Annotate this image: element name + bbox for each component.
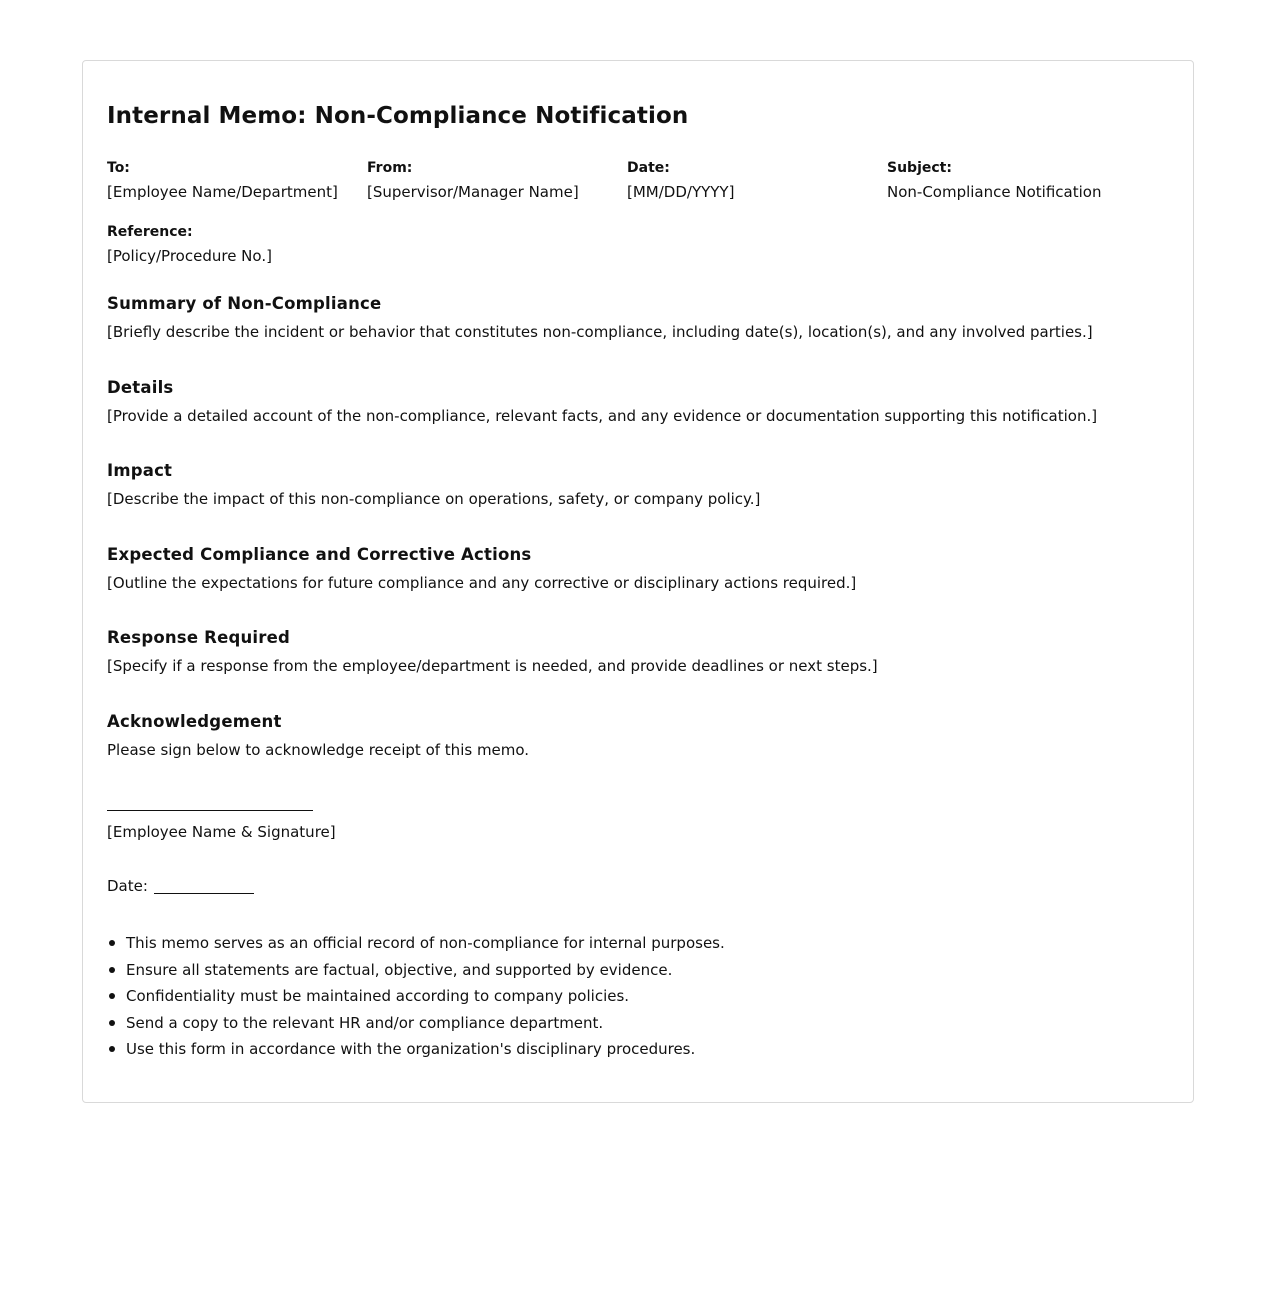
list-item — [107, 985, 725, 1012]
section-impact — [107, 459, 1167, 510]
memo-header-fields — [107, 158, 1147, 203]
bullet-icon — [109, 1046, 115, 1052]
section-acknowledgement — [107, 710, 1167, 761]
list-item — [107, 959, 725, 986]
memo-title: Internal Memo: Non-Compliance Notification — [107, 103, 689, 129]
reference-field — [107, 222, 272, 267]
note-text: This memo serves as an official record of non-compliance for internal purposes. — [126, 934, 725, 952]
section-heading: Response Required — [107, 628, 291, 647]
from-label: From: — [367, 160, 413, 176]
section-details — [107, 376, 1167, 427]
note-text: Ensure all statements are factual, objective, and supported by evidence. — [126, 960, 673, 979]
from-field — [367, 158, 627, 203]
bullet-icon — [109, 993, 115, 999]
subject-field — [887, 158, 1147, 203]
memo-card — [82, 60, 1194, 1103]
date-label: Date: — [627, 160, 670, 176]
section-summary — [107, 292, 1167, 343]
section-heading: Acknowledgement — [107, 712, 282, 731]
note-text: Confidentiality must be maintained according to company policies. — [126, 987, 630, 1006]
bullet-icon — [109, 967, 115, 973]
section-body: [Outline the expectations for future compliance and any corrective or disciplinary actions required.] — [107, 574, 857, 592]
section-response-required — [107, 626, 1167, 677]
section-body: [Briefly describe the incident or behavior that constitutes non-compliance, including date(s), location(s), and any involved parties.] — [107, 323, 1093, 341]
signature-line — [107, 810, 313, 811]
signature-date-label: Date: — [107, 877, 148, 895]
date-value: [MM/DD/YYYY] — [627, 183, 735, 201]
section-body: [Describe the impact of this non-compliance on operations, safety, or company policy.] — [107, 490, 761, 508]
subject-label: Subject: — [887, 160, 952, 176]
reference-value: [Policy/Procedure No.] — [107, 247, 272, 265]
to-value: [Employee Name/Department] — [107, 183, 338, 201]
bullet-icon — [109, 1020, 115, 1026]
from-value: [Supervisor/Manager Name] — [367, 183, 579, 201]
signature-caption: [Employee Name & Signature] — [107, 823, 336, 841]
note-text: Send a copy to the relevant HR and/or compliance department. — [126, 1013, 604, 1032]
to-label: To: — [107, 160, 130, 176]
list-item — [107, 1012, 725, 1039]
date-field — [627, 158, 887, 203]
section-heading: Expected Compliance and Corrective Actions — [107, 545, 532, 564]
section-body: Please sign below to acknowledge receipt of this memo. — [107, 741, 530, 759]
section-heading: Details — [107, 378, 174, 397]
signature-date — [107, 875, 254, 897]
bullet-icon — [109, 940, 115, 946]
reference-label: Reference: — [107, 224, 193, 240]
list-item — [107, 932, 725, 959]
note-text: Use this form in accordance with the organization's disciplinary procedures. — [126, 1040, 696, 1059]
section-body: [Provide a detailed account of the non-compliance, relevant facts, and any evidence or documentation supporting this notification.] — [107, 407, 1098, 425]
section-corrective-actions — [107, 543, 1167, 594]
subject-value: Non-Compliance Notification — [887, 183, 1102, 201]
signature-date-line — [154, 893, 254, 894]
section-body: [Specify if a response from the employee/department is needed, and provide deadlines or next steps.] — [107, 657, 878, 675]
section-heading: Summary of Non-Compliance — [107, 294, 382, 313]
to-field — [107, 158, 367, 203]
notes-list — [107, 932, 725, 1065]
section-heading: Impact — [107, 461, 173, 480]
list-item — [107, 1038, 725, 1065]
